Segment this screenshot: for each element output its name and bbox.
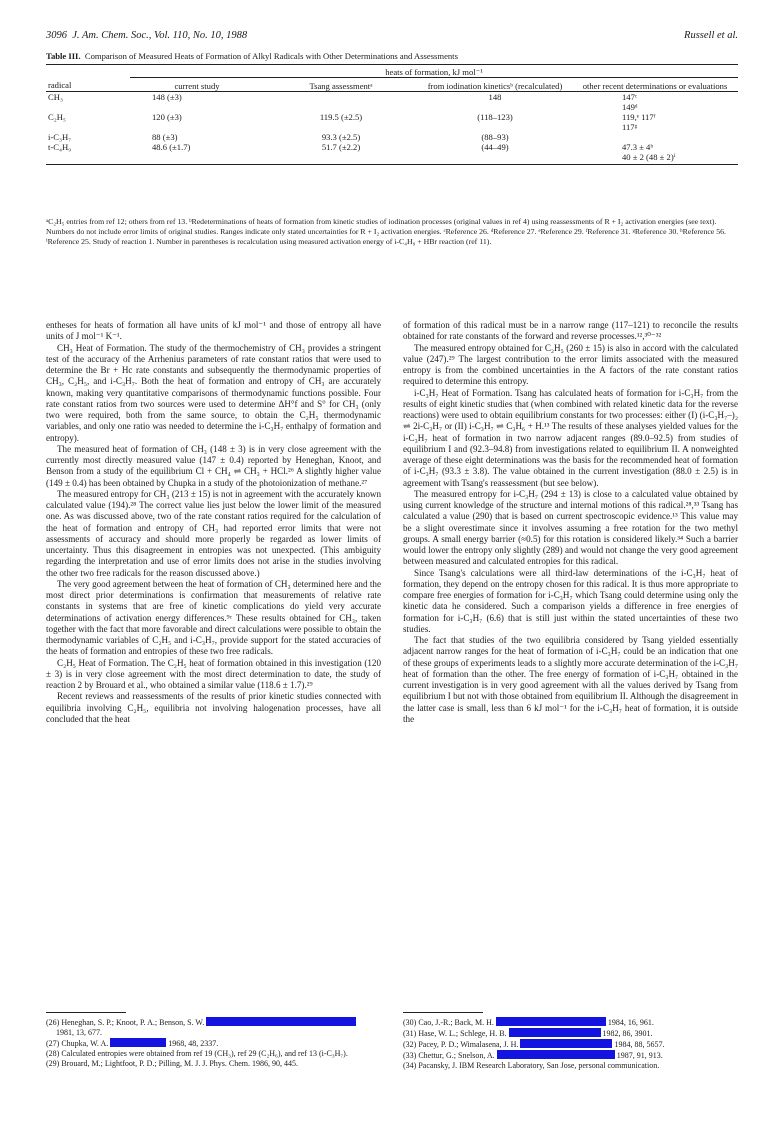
footnote-text: (31) Hase, W. L.; Schlege, H. B. [403,1029,507,1038]
footnotes-right [403,1017,738,1071]
cell-iodination: (44–49) [481,142,509,152]
paragraph: The measured entropy for CH₃ (213 ± 15) is not in agreement with the accurately known calculated value (194).²⁸ The correct value lies just below the lower limit of the measured one. As was discussed above, two of the rate constant ratios required for the calculation of the heat of formation and entropy of CH₃ had reported error limits that were not assessments of accuracy and should more properly be regarded as lower limits of uncertainty. Thus this disagreement in entropies was not unexpected. (This ambiguity regarding the interpretation and use of error limits does not arise in the studies involving the other two free radicals for the reason discussed above.) [46,488,381,578]
table-row [46,92,738,113]
footnote-text: (32) Pacey, P. D.; Wimalasena, J. H. [403,1040,519,1049]
table-iii [46,64,738,165]
footnote [46,1038,381,1049]
running-header-left [46,30,247,41]
footnotes-left [46,1017,381,1069]
paragraph: i-C₃H₇ Heat of Formation. Tsang has calculated heats of formation for i-C₃H₇ from the results of eight kinetic studies that (when combined with related kinetic data for the reverse reactions) were used to obtain equilibrium constants for two processes: either (I) (i-C₃H₇–)₂ ⇌ 2i-C₃H₇ or (II) i-C₃H₇ ⇌ C₃H₆ + H.¹³ The results of these analyses yielded values for the i-C₃H₇ heat of formation in two narrow adjacent ranges (89.0–92.5) from studies of equilibrium I and (92.3–94.8) from investigations related to equilibrium II. A nonweighted average of these eight determinations was the basis for the recommended heat of formation of i-C₃H₇ (93.3 ± 3.8). The value obtained in the current investigation (88.0 ± 2.5) is in agreement with Tsang's reassessment (but see below). [403,387,738,488]
cell-other: 147ᶜ 149ᵈ [622,92,638,112]
footnote-rule-right [403,1012,483,1013]
col-header-current: current study [174,81,220,91]
redaction-bar [496,1017,606,1026]
redaction-bar [520,1039,612,1048]
footnote-text: (28) Calculated entropies were obtained from ref 19 (CH₃), ref 29 (C₂H₆), and ref 13 (i-C₃H₇). [46,1049,348,1058]
footnote-text: 1984, 16, 961. [607,1018,654,1027]
table-row [46,112,738,132]
paragraph: Since Tsang's calculations were all third-law determinations of the i-C₃H₇ heat of formation, they depend on the entropy chosen for this radical. It is thus more appropriate to compare free energies of formation for i-C₃H₇ which Tsang could determine using only the kinetic data he considered. Such a comparison yields a difference in free energies of formation for i-C₃H₇ (6.6) that is still just within the stated uncertainties of these two studies. [403,567,738,634]
paragraph: Recent reviews and reassessments of the results of prior kinetic studies connected with equilibria involving C₂H₅, equilibria not involving halogenation processes, have all concluded that the heat [46,691,381,724]
paragraph: C₂H₅ Heat of Formation. The C₂H₅ heat of formation obtained in this investigation (120 ± 3) is in very close agreement with the most direct determination to date, the study of reaction 2 by Brouard et al., who obtained a similar value (118.6 ± 1.7).²⁹ [46,657,381,690]
paragraph: The measured entropy obtained for C₂H₅ (260 ± 15) is also in accord with the calculated value (247).²⁹ The largest contribution to the error limits associated with the measured entropy is from the combined uncertainties in the A factors of the rate constant ratios required to determine this entropy. [403,342,738,387]
footnote-text: (33) Chettur, G.; Snelson, A. [403,1051,495,1060]
cell-iodination: (88–93) [481,132,509,142]
footnote-text: (29) Brouard, M.; Lightfoot, P. D.; Pilling, M. J. J. Phys. Chem. 1986, 90, 445. [46,1059,299,1068]
footnote-text: 1984, 88, 5657. [614,1040,665,1049]
paragraph: entheses for heats of formation all have units of kJ mol⁻¹ and those of entropy all have units of J mol⁻¹ K⁻¹. [46,320,381,342]
col-header-tsang: Tsang assessmentᵃ [309,81,373,91]
footnote-text: (26) Heneghan, S. P.; Knoot, P. A.; Benson, S. W. [46,1018,205,1027]
cell-other: 47.3 ± 4ʰ 40 ± 2 (48 ± 2)ⁱ [622,142,676,162]
cell-iodination: 148 [488,92,502,102]
journal-citation: J. Am. Chem. Soc., Vol. 110, No. 10, 1988 [72,30,248,41]
table-row [46,142,738,165]
right-text-column [403,320,738,725]
footnote-text: (27) Chupka, W. A. [46,1039,109,1048]
paragraph: CH₃ Heat of Formation. The study of the thermochemistry of CH₃ provides a stringent test of the accuracy of the Arrhenius parameters of rate constant ratios that were used to determine the Br + Hc rate constants and subsequently the thermodynamic properties of CH₃, C₂H₅, and i-C₃H₇. Both the heat of formation and entropy of CH₃ are accurately known, making very quantitative comparisons of thermodynamic functions possible. Four rate constant ratios from two sources were used to determine ΔH°f and S° for CH₃ (only two were required, both from the same source, to obtain the C₂H₅ thermodynamic variables, and only one ratio was needed to determine the i-C₃H₇ enthalpy of formation and entropy). [46,342,381,443]
footnote [46,1049,381,1059]
cell-current: 148 (±3) [152,92,182,102]
col-header-radical: radical [48,80,72,90]
cell-tsang: 119.5 (±2.5) [319,112,363,122]
cell-radical: C₂H₅ [48,112,66,122]
cell-tsang: 93.3 (±2.5) [321,132,361,142]
cell-iodination: (118–123) [477,112,513,122]
footnote [403,1050,738,1061]
paragraph: The measured heat of formation of CH₃ (148 ± 3) is in very close agreement with the currently most directly measured value (147 ± 0.4) reported by Heneghan, Knoot, and Benson from a study of the equilibrium Cl + CH₄ ⇌ CH₃ + HCl.²⁶ A slightly higher value (149 ± 0.4) has been obtained by Chupka in a study of the photoionization of methane.²⁷ [46,443,381,488]
footnote-text: 1987, 91, 913. [616,1051,663,1060]
footnote [403,1061,738,1071]
table-footnotes: ᵃC₂H₅ entries from ref 12; others from ref 13. ᵇRedeterminations of heats of formation from kinetic studies of iodination processes (original values in ref 4) using reassessments of R + I₂ activation energies (see text). Numbers do not include error limits of original studies. Ranges indicate only stated uncertainties for R + I₂ activation energies. ᶜReference 26. ᵈReference 27. ᵉReference 29. ᶠReference 31. ᵍReference 30. ʰReference 56. ⁱReference 25. Study of reaction 1. Number in parentheses is recalculation using measured activation energy of i-C₄H₉ + HBr reaction (ref 11). [46,217,726,246]
col-header-other: other recent determinations or evaluations [582,81,728,91]
footnote-text: (30) Cao, J.-R.; Back, M. H. [403,1018,494,1027]
cell-radical: CH₃ [48,92,63,102]
footnote-text: (34) Pacansky, J. IBM Research Laboratory, San Jose, personal communication. [403,1061,660,1070]
cell-radical: i-C₃H₇ [48,132,72,142]
col-header-iodination: from iodination kineticsᵇ (recalculated) [427,81,563,91]
paragraph: The very good agreement between the heat of formation of CH₃ determined here and the most direct prior determinations is confirmation that measurements of relative rate constants in systems that are free of kinetic complications do yield very accurate determinations of activation energy differences.⁹ᶜ These results obtained for CH₃, taken together with the fact that more favorable and direct calculations were possible to obtain the thermodynamic variables of C₂H₅ and i-C₃H₇, provide support for the stated accuracies of the heats of formation and entropies of these two free radicals. [46,578,381,657]
cell-radical: t-C₄H₉ [48,142,72,152]
footnote [403,1028,738,1039]
redaction-bar [509,1028,601,1037]
redaction-bar [206,1017,356,1026]
paragraph: The measured entropy for i-C₃H₇ (294 ± 13) is close to a calculated value obtained by using current knowledge of the structure and internal motions of this radical.²⁸,³³ Tsang has calculated a value (290) that is based on current spectroscopic evidence.¹³ This value may be a slight overestimate since it involves assuming a free rotation for the two methyl groups. A small energy barrier (≈0.5) for this rotation is considered likely.³⁴ Such a barrier would lower the entropy only slightly (289) and would not change the very good agreement between measured and calculated entropies for this radical. [403,488,738,567]
redaction-bar [110,1038,166,1047]
footnote-rule-left [46,1012,126,1013]
redaction-bar [497,1050,615,1059]
cell-current: 48.6 (±1.7) [152,142,191,152]
footnote [403,1039,738,1050]
cell-tsang: 51.7 (±2.2) [321,142,361,152]
running-header-authors: Russell et al. [684,30,738,41]
footnote [46,1059,381,1069]
footnote-text: 1982, 86, 3901. [602,1029,653,1038]
cell-other: 119,ᵉ 117ᶠ 117ᵍ [622,112,656,132]
table-caption-label: Table III. [46,51,81,61]
table-group-header: heats of formation, kJ mol⁻¹ [130,65,738,78]
cell-other [572,132,738,142]
paragraph: The fact that studies of the two equilibria considered by Tsang yielded essentially adjacent narrow ranges for the heat of formation of i-C₃H₇ could be an indication that one of these groups of experiments leads to a slightly more accurate determination of the i-C₃H₇ heat of formation than the other. The free energy of formation of i-C₃H₇ obtained in the current investigation is in very good agreement with all the values derived by Tsang from equilibrium I but not with those obtained from equilibrium II. Although the disagreement in the latter case is small, less than 6 kJ mol⁻¹ for the i-C₃H₇ heat of formation, it is outside the [403,635,738,724]
table-row [46,132,738,142]
left-text-column [46,320,381,725]
paragraph: of formation of this radical must be in a narrow range (117–121) to reconcile the results obtained for rate constants of the forward and reverse processes.¹²,³⁰⁻³² [403,320,738,342]
footnote [46,1017,381,1038]
footnote-text: 1981, 13, 677. [56,1028,102,1037]
page-number: 3096 [46,30,67,41]
footnote [403,1017,738,1028]
cell-tsang [264,92,418,113]
table-caption-text: Comparison of Measured Heats of Formation of Alkyl Radicals with Other Determinations and Assessments [84,51,458,61]
footnote-text: 1968, 48, 2337. [168,1039,219,1048]
cell-current: 120 (±3) [152,112,182,122]
table-caption [46,51,738,62]
cell-current: 88 (±3) [152,132,178,142]
